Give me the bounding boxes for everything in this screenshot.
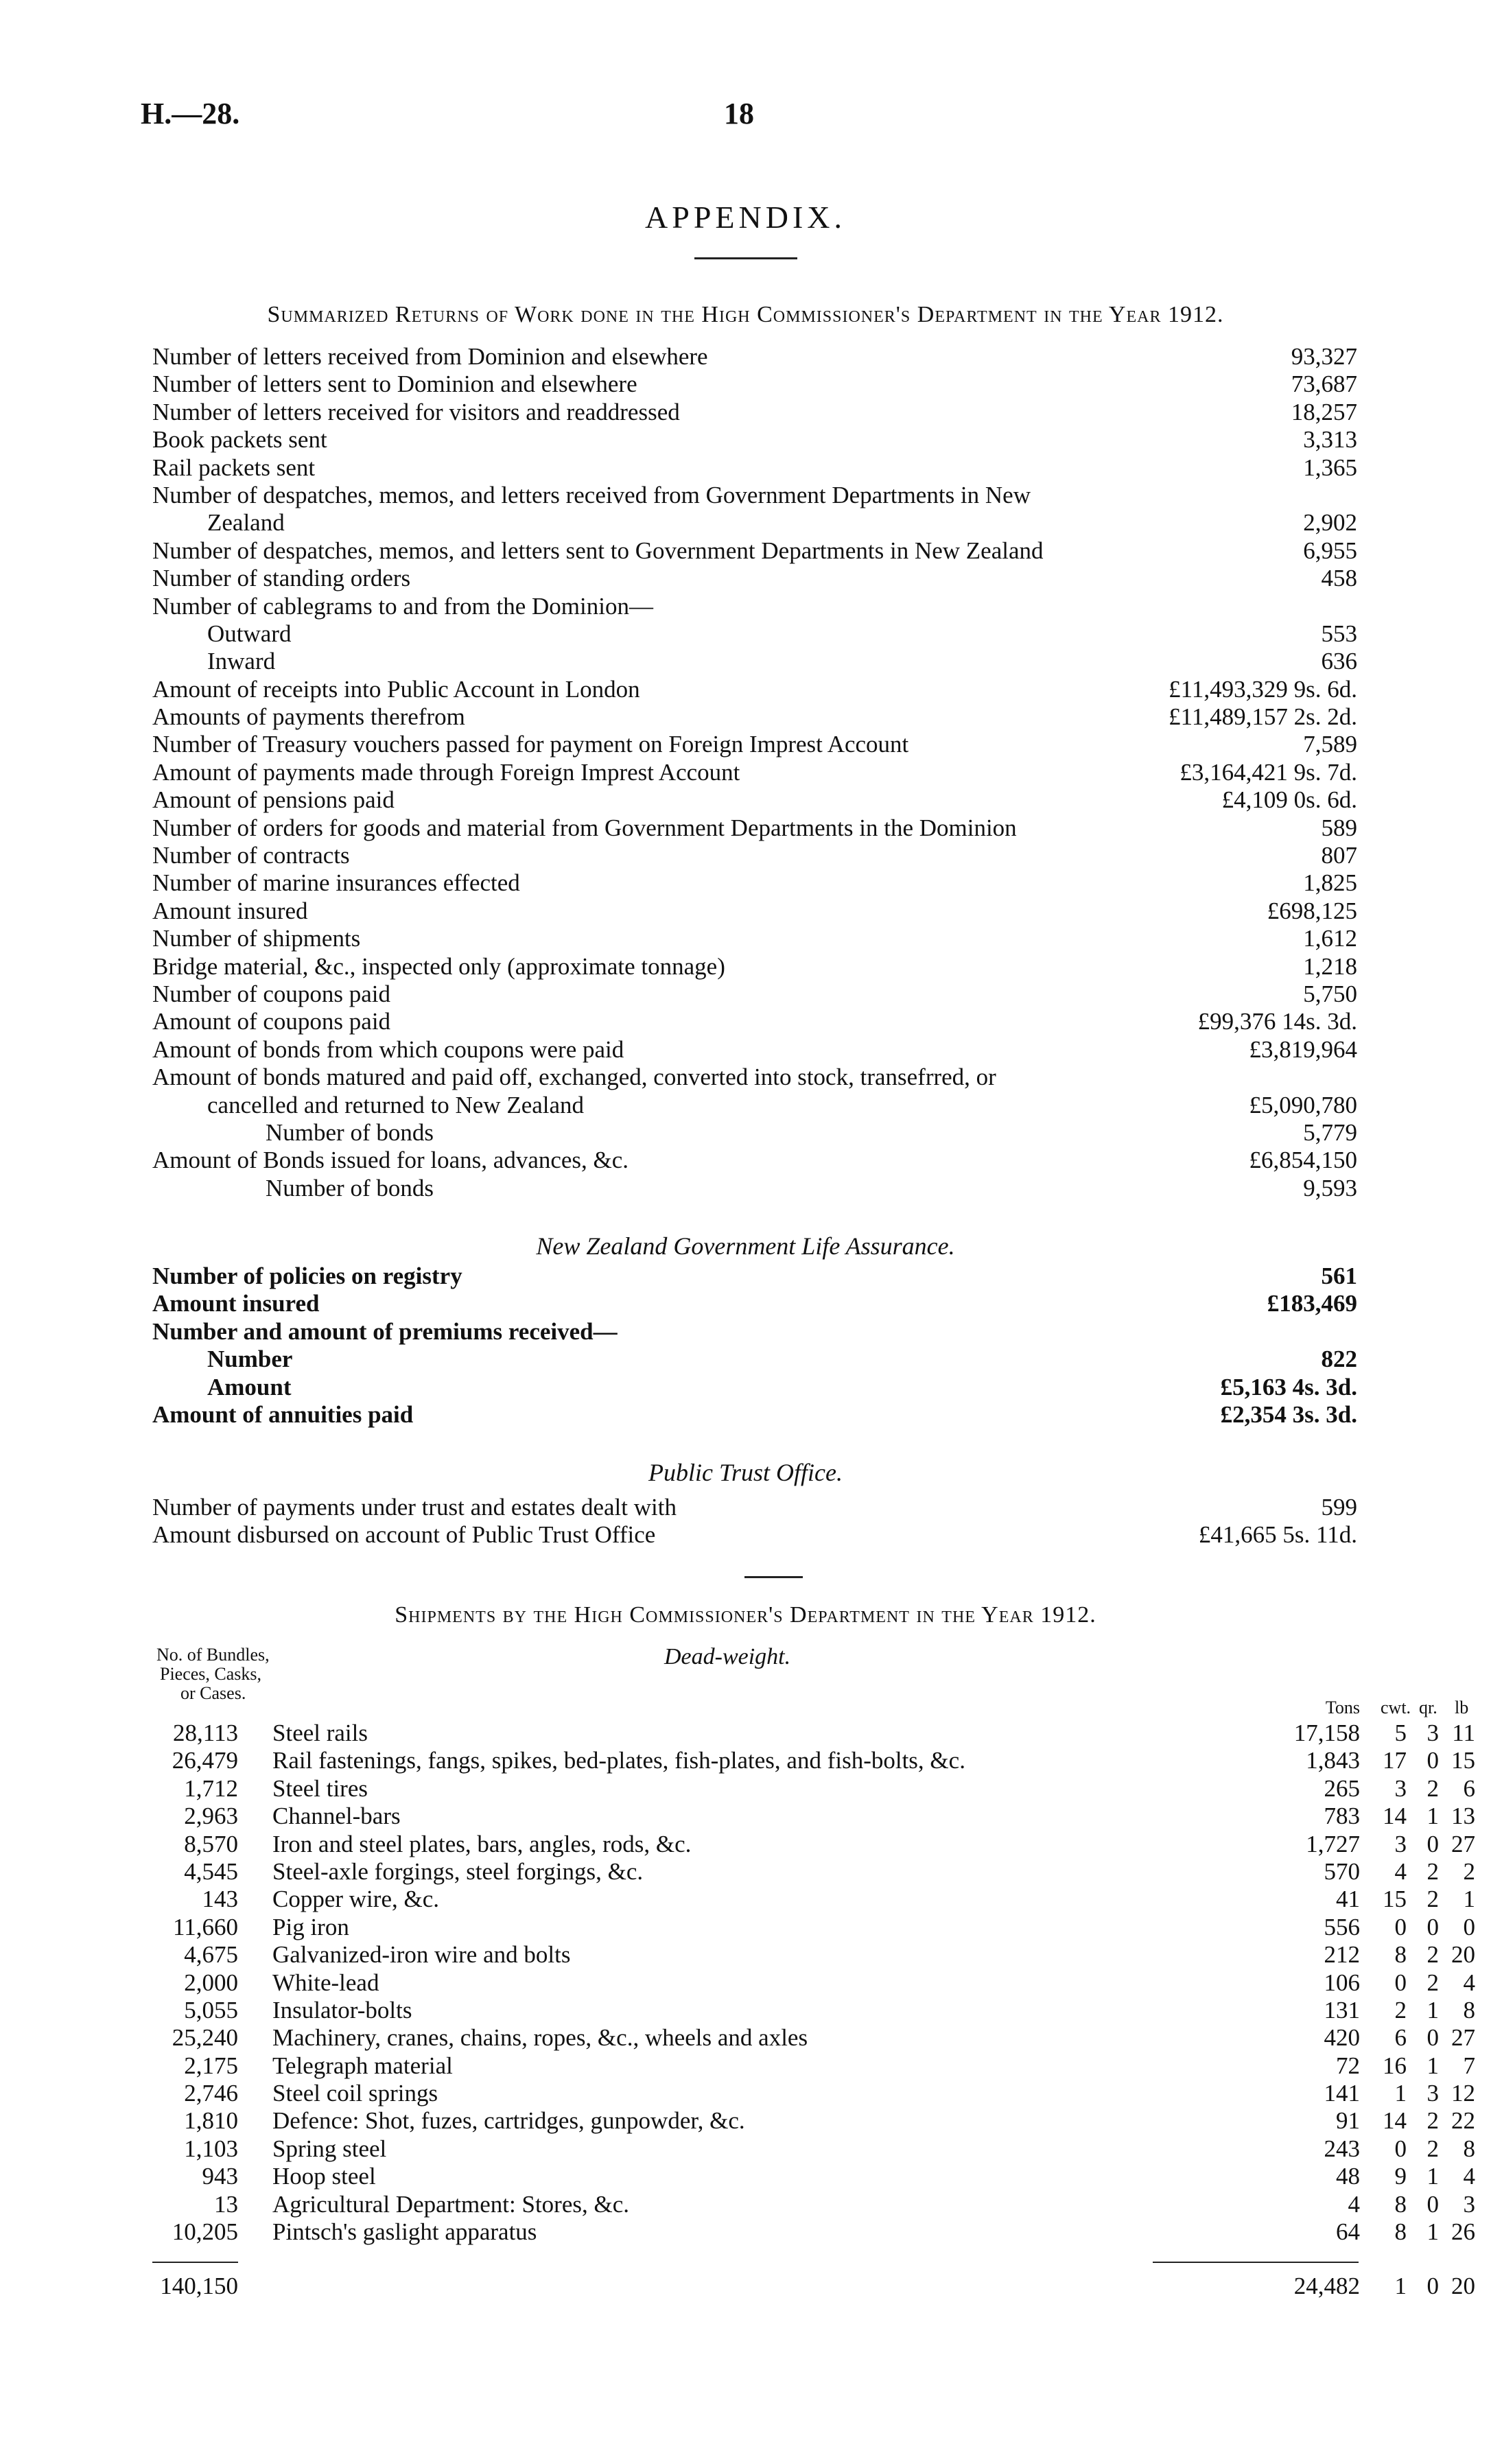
returns-list bbox=[152, 343, 1357, 1202]
item-value: £41,665 5s. 11d. bbox=[1198, 1521, 1357, 1549]
item-label: Number bbox=[207, 1346, 293, 1373]
list-item bbox=[152, 1092, 1357, 1119]
description-cell: Telegraph material bbox=[272, 2052, 453, 2079]
shipments-totals bbox=[152, 2273, 1475, 2303]
item-value: 9,593 bbox=[1303, 1174, 1357, 1201]
tons-cell: 212 bbox=[1324, 1941, 1360, 1969]
item-label: Amount of bonds matured and paid off, exchanged, converted into stock, transefrred, or bbox=[152, 1064, 996, 1091]
tons-cell: 420 bbox=[1324, 2024, 1360, 2052]
list-item bbox=[152, 343, 1357, 371]
table-row bbox=[152, 2024, 1475, 2052]
total-rule bbox=[1153, 2262, 1359, 2263]
cwt-cell: 3 bbox=[1394, 1830, 1407, 1857]
item-value: 1,218 bbox=[1303, 952, 1357, 980]
item-label: Number of policies on registry bbox=[152, 1263, 462, 1289]
list-item bbox=[152, 1119, 1357, 1147]
tons-cell: 265 bbox=[1324, 1774, 1360, 1802]
lb-cell: 15 bbox=[1451, 1747, 1475, 1774]
item-value: 553 bbox=[1321, 620, 1357, 647]
cwt-cell: 2 bbox=[1394, 1996, 1407, 2023]
qr-cell: 1 bbox=[1427, 1803, 1439, 1830]
item-value: £3,164,421 9s. 7d. bbox=[1179, 758, 1357, 786]
qr-cell: 0 bbox=[1427, 1913, 1439, 1940]
cwt-cell: 5 bbox=[1394, 1720, 1407, 1746]
cwt-cell: 16 bbox=[1383, 2052, 1407, 2079]
item-value: 458 bbox=[1321, 565, 1357, 592]
table-row bbox=[152, 2135, 1475, 2163]
list-item bbox=[152, 759, 1357, 786]
table-row bbox=[152, 2107, 1475, 2135]
total-tons: 24,482 bbox=[1293, 2273, 1360, 2299]
description-cell: Copper wire, &c. bbox=[272, 1886, 439, 1913]
item-label: Number of letters sent to Dominion and elsewhere bbox=[152, 371, 637, 398]
lb-cell: 3 bbox=[1463, 2190, 1475, 2218]
item-value: £99,376 14s. 3d. bbox=[1197, 1008, 1357, 1035]
item-value: 822 bbox=[1321, 1346, 1357, 1373]
lb-cell: 8 bbox=[1463, 1996, 1475, 2023]
item-value: 2,902 bbox=[1303, 509, 1357, 537]
table-row bbox=[152, 1969, 1475, 1997]
table-row bbox=[152, 2163, 1475, 2190]
lb-cell: 27 bbox=[1451, 2024, 1475, 2052]
qr-cell: 0 bbox=[1427, 1747, 1439, 1774]
item-label: Amount of pensions paid bbox=[152, 786, 395, 814]
table-row bbox=[152, 1830, 1475, 1858]
cwt-cell: 0 bbox=[1394, 1913, 1407, 1940]
item-label: Book packets sent bbox=[152, 426, 327, 454]
bundles-cell: 11,660 bbox=[173, 1913, 238, 1940]
bundles-cell: 2,746 bbox=[184, 2080, 238, 2107]
qr-cell: 2 bbox=[1427, 1886, 1439, 1913]
item-label: Number of letters received for visitors and readdressed bbox=[152, 398, 680, 425]
tons-cell: 4 bbox=[1348, 2190, 1360, 2218]
list-item bbox=[152, 731, 1357, 758]
table-row bbox=[152, 1886, 1475, 1913]
description-cell: Steel tires bbox=[272, 1774, 368, 1802]
qr-cell: 2 bbox=[1427, 2135, 1439, 2162]
description-cell: Agricultural Department: Stores, &c. bbox=[272, 2190, 629, 2218]
table-row bbox=[152, 2218, 1475, 2246]
item-label: Amount of annuities paid bbox=[152, 1400, 414, 1428]
cwt-cell: 0 bbox=[1394, 2135, 1407, 2162]
item-value: 1,612 bbox=[1303, 925, 1357, 952]
list-item bbox=[152, 1494, 1357, 1521]
cwt-cell: 4 bbox=[1394, 1857, 1407, 1885]
cwt-cell: 15 bbox=[1383, 1886, 1407, 1913]
total-lb: 20 bbox=[1451, 2273, 1475, 2299]
item-value: £5,163 4s. 3d. bbox=[1220, 1373, 1357, 1400]
cwt-cell: 0 bbox=[1394, 1969, 1407, 1996]
description-cell: Insulator-bolts bbox=[272, 1996, 412, 2023]
cwt-cell: 3 bbox=[1394, 1774, 1407, 1802]
list-item bbox=[152, 869, 1357, 897]
description-cell: Steel rails bbox=[272, 1720, 368, 1746]
bundles-cell: 2,175 bbox=[184, 2052, 238, 2079]
tons-cell: 141 bbox=[1324, 2080, 1360, 2107]
item-label: Amount of payments made through Foreign Imprest Account bbox=[152, 758, 740, 786]
item-label: Number of bonds bbox=[266, 1118, 434, 1146]
item-value: 7,589 bbox=[1303, 731, 1357, 758]
description-cell: Spring steel bbox=[272, 2135, 387, 2162]
qr-cell: 0 bbox=[1427, 2024, 1439, 2052]
item-value: 1,365 bbox=[1303, 454, 1357, 481]
item-value: £11,489,157 2s. 2d. bbox=[1169, 703, 1357, 731]
lb-cell: 4 bbox=[1463, 1969, 1475, 1996]
tons-header: Tons bbox=[1325, 1698, 1360, 1717]
qr-cell: 2 bbox=[1427, 1857, 1439, 1885]
item-label: Amount of coupons paid bbox=[152, 1008, 391, 1035]
list-item bbox=[152, 1346, 1357, 1373]
tons-cell: 64 bbox=[1336, 2218, 1360, 2246]
description-cell: Pintsch's gaslight apparatus bbox=[272, 2218, 537, 2246]
description-cell: White-lead bbox=[272, 1969, 379, 1996]
item-value: 5,750 bbox=[1303, 980, 1357, 1007]
list-item bbox=[152, 565, 1357, 592]
tons-cell: 783 bbox=[1324, 1803, 1360, 1830]
item-label: Number and amount of premiums received— bbox=[152, 1317, 618, 1345]
item-value: 3,313 bbox=[1303, 426, 1357, 454]
item-value: 93,327 bbox=[1291, 343, 1357, 370]
list-item bbox=[152, 1521, 1357, 1549]
bundles-cell: 4,675 bbox=[184, 1941, 238, 1969]
lb-cell: 11 bbox=[1452, 1720, 1475, 1746]
item-label: Number of orders for goods and material from Government Departments in the Dominion bbox=[152, 814, 1017, 841]
item-label: Number of marine insurances effected bbox=[152, 869, 520, 897]
list-item bbox=[152, 1318, 1357, 1346]
shipments-table bbox=[152, 1720, 1475, 2246]
qr-header: qr. bbox=[1419, 1698, 1437, 1717]
cwt-cell: 14 bbox=[1383, 1803, 1407, 1830]
item-value: 5,779 bbox=[1303, 1118, 1357, 1146]
units-header bbox=[152, 1698, 1469, 1718]
cwt-cell: 17 bbox=[1383, 1747, 1407, 1774]
cwt-cell: 6 bbox=[1394, 2024, 1407, 2052]
bundles-cell: 1,103 bbox=[184, 2135, 238, 2162]
lb-cell: 2 bbox=[1463, 1857, 1475, 1885]
tons-cell: 1,727 bbox=[1306, 1830, 1360, 1857]
lb-cell: 12 bbox=[1451, 2080, 1475, 2107]
item-value: £3,819,964 bbox=[1249, 1035, 1357, 1063]
item-value: £183,469 bbox=[1267, 1290, 1357, 1317]
description-cell: Iron and steel plates, bars, angles, rods, &c. bbox=[272, 1830, 692, 1857]
bundles-cell: 10,205 bbox=[172, 2218, 238, 2246]
qr-cell: 0 bbox=[1427, 2190, 1439, 2218]
list-item bbox=[152, 371, 1357, 398]
item-label: Bridge material, &c., inspected only (approximate tonnage) bbox=[152, 952, 725, 980]
bundles-cell: 2,000 bbox=[184, 1969, 238, 1996]
tons-cell: 91 bbox=[1336, 2107, 1360, 2135]
list-item bbox=[152, 1175, 1357, 1202]
list-item bbox=[152, 1036, 1357, 1064]
list-item bbox=[152, 620, 1357, 648]
list-item bbox=[152, 454, 1357, 482]
item-value: £4,109 0s. 6d. bbox=[1221, 786, 1357, 814]
item-value: 561 bbox=[1321, 1263, 1357, 1289]
tons-cell: 1,843 bbox=[1306, 1747, 1360, 1774]
item-label: Number of despatches, memos, and letters sent to Government Departments in New Zealand bbox=[152, 537, 1044, 564]
lb-cell: 0 bbox=[1463, 1913, 1475, 1940]
tons-cell: 556 bbox=[1324, 1913, 1360, 1940]
cwt-cell: 1 bbox=[1394, 2080, 1407, 2107]
public-trust-heading: Public Trust Office. bbox=[648, 1459, 843, 1486]
item-label: Number of payments under trust and estates dealt with bbox=[152, 1494, 677, 1521]
table-row bbox=[152, 1941, 1475, 1969]
document-reference: H.—28. bbox=[141, 97, 240, 130]
bundles-cell: 25,240 bbox=[172, 2024, 238, 2052]
cwt-header: cwt. bbox=[1381, 1698, 1411, 1717]
list-item bbox=[152, 1290, 1357, 1317]
description-cell: Steel coil springs bbox=[272, 2080, 438, 2107]
list-item bbox=[152, 786, 1357, 814]
bundles-header-line: Pieces, Casks, bbox=[160, 1664, 262, 1684]
qr-cell: 1 bbox=[1427, 2218, 1439, 2246]
bundles-cell: 26,479 bbox=[172, 1747, 238, 1774]
qr-cell: 3 bbox=[1427, 2080, 1439, 2107]
list-item bbox=[152, 1374, 1357, 1401]
item-label: Rail packets sent bbox=[152, 454, 316, 481]
list-item bbox=[152, 1147, 1357, 1174]
table-row bbox=[152, 1774, 1475, 1803]
total-cwt: 1 bbox=[1394, 2273, 1407, 2299]
bundles-cell: 5,055 bbox=[184, 1996, 238, 2023]
list-item bbox=[152, 814, 1357, 842]
item-value: £5,090,780 bbox=[1249, 1091, 1357, 1118]
divider bbox=[694, 257, 797, 259]
qr-cell: 1 bbox=[1427, 1996, 1439, 2023]
tons-cell: 72 bbox=[1336, 2052, 1360, 2079]
table-row bbox=[152, 1720, 1475, 1747]
bundles-cell: 1,810 bbox=[184, 2107, 238, 2135]
table-row bbox=[152, 2080, 1475, 2107]
item-value: 589 bbox=[1321, 814, 1357, 841]
list-item bbox=[152, 482, 1357, 509]
cwt-cell: 9 bbox=[1394, 2163, 1407, 2190]
lb-header: lb bbox=[1455, 1698, 1469, 1717]
item-value: 807 bbox=[1321, 842, 1357, 869]
list-item bbox=[152, 1064, 1357, 1091]
item-label: Number of Treasury vouchers passed for payment on Foreign Imprest Account bbox=[152, 731, 909, 758]
tons-cell: 48 bbox=[1336, 2163, 1360, 2190]
description-cell: Steel-axle forgings, steel forgings, &c. bbox=[272, 1857, 644, 1885]
item-label: Zealand bbox=[207, 509, 285, 537]
shipments-heading: Shipments by the High Commissioner's Department in the Year 1912. bbox=[395, 1602, 1096, 1628]
item-label: Number of bonds bbox=[266, 1174, 434, 1201]
list-item bbox=[152, 399, 1357, 426]
returns-heading: Summarized Returns of Work done in the High Commissioner's Department in the Year 1912. bbox=[267, 302, 1224, 327]
item-value: £698,125 bbox=[1267, 897, 1357, 924]
description-cell: Hoop steel bbox=[272, 2163, 376, 2190]
item-value: £6,854,150 bbox=[1249, 1147, 1357, 1174]
item-label: Amount of Bonds issued for loans, advances, &c. bbox=[152, 1147, 629, 1174]
lb-cell: 26 bbox=[1451, 2218, 1475, 2246]
qr-cell: 1 bbox=[1427, 2052, 1439, 2079]
qr-cell: 2 bbox=[1427, 1969, 1439, 1996]
lb-cell: 4 bbox=[1463, 2163, 1475, 2190]
bundles-cell: 1,712 bbox=[184, 1774, 238, 1802]
qr-cell: 2 bbox=[1427, 1941, 1439, 1969]
list-item bbox=[152, 537, 1357, 565]
lb-cell: 1 bbox=[1463, 1886, 1475, 1913]
page-number: 18 bbox=[724, 97, 754, 130]
table-row bbox=[152, 2190, 1475, 2218]
table-row bbox=[152, 1857, 1475, 1886]
item-value: 73,687 bbox=[1291, 371, 1357, 398]
cwt-cell: 8 bbox=[1394, 2218, 1407, 2246]
bundles-cell: 13 bbox=[214, 2190, 238, 2218]
lb-cell: 7 bbox=[1463, 2052, 1475, 2079]
cwt-cell: 8 bbox=[1394, 1941, 1407, 1969]
item-value: 18,257 bbox=[1291, 398, 1357, 425]
table-row bbox=[152, 1803, 1475, 1830]
public-trust-list bbox=[152, 1494, 1357, 1549]
tons-cell: 17,158 bbox=[1293, 1720, 1360, 1746]
item-label: Number of shipments bbox=[152, 925, 361, 952]
lb-cell: 13 bbox=[1451, 1803, 1475, 1830]
item-label: Amounts of payments therefrom bbox=[152, 703, 465, 731]
divider bbox=[744, 1576, 803, 1578]
total-rule bbox=[152, 2262, 238, 2263]
description-cell: Rail fastenings, fangs, spikes, bed-plates, fish-plates, and fish-bolts, &c. bbox=[272, 1747, 965, 1774]
page-title: APPENDIX. bbox=[645, 200, 846, 235]
total-bundles: 140,150 bbox=[160, 2273, 238, 2299]
bundles-column-header bbox=[156, 1645, 270, 1703]
list-item bbox=[152, 593, 1357, 620]
qr-cell: 0 bbox=[1427, 1830, 1439, 1857]
item-label: Number of standing orders bbox=[152, 565, 411, 592]
tons-cell: 131 bbox=[1324, 1996, 1360, 2023]
item-label: Number of cablegrams to and from the Dominion— bbox=[152, 592, 653, 620]
item-label: Outward bbox=[207, 620, 292, 647]
list-item bbox=[152, 648, 1357, 675]
tons-cell: 570 bbox=[1324, 1857, 1360, 1885]
item-label: Amount bbox=[207, 1373, 292, 1400]
list-item bbox=[152, 981, 1357, 1008]
total-qr: 0 bbox=[1427, 2273, 1439, 2299]
tons-cell: 106 bbox=[1324, 1969, 1360, 1996]
life-assurance-list bbox=[152, 1263, 1357, 1429]
deadweight-subheading: Dead-weight. bbox=[664, 1644, 791, 1669]
cwt-cell: 8 bbox=[1394, 2190, 1407, 2218]
item-label: Number of coupons paid bbox=[152, 980, 391, 1007]
item-label: cancelled and returned to New Zealand bbox=[207, 1091, 585, 1118]
item-value: £11,493,329 9s. 6d. bbox=[1169, 675, 1357, 703]
item-value: 6,955 bbox=[1303, 537, 1357, 564]
list-item bbox=[152, 703, 1357, 731]
qr-cell: 2 bbox=[1427, 2107, 1439, 2135]
bundles-header-line: No. of Bundles, bbox=[156, 1645, 270, 1665]
item-label: Number of letters received from Dominion and elsewhere bbox=[152, 343, 708, 370]
table-row bbox=[152, 1913, 1475, 1941]
list-item bbox=[152, 1008, 1357, 1035]
table-row bbox=[152, 1747, 1475, 1774]
lb-cell: 8 bbox=[1463, 2135, 1475, 2162]
tons-cell: 41 bbox=[1336, 1886, 1360, 1913]
list-item bbox=[152, 842, 1357, 869]
item-label: Amount disbursed on account of Public Trust Office bbox=[152, 1521, 656, 1549]
table-row bbox=[152, 2052, 1475, 2080]
description-cell: Channel-bars bbox=[272, 1803, 401, 1830]
item-label: Amount insured bbox=[152, 1290, 320, 1317]
list-item bbox=[152, 509, 1357, 537]
description-cell: Pig iron bbox=[272, 1913, 349, 1940]
list-item bbox=[152, 1401, 1357, 1429]
lb-cell: 20 bbox=[1451, 1941, 1475, 1969]
list-item bbox=[152, 953, 1357, 981]
life-assurance-heading: New Zealand Government Life Assurance. bbox=[536, 1232, 955, 1260]
description-cell: Machinery, cranes, chains, ropes, &c., wheels and axles bbox=[272, 2024, 808, 2052]
description-cell: Galvanized-iron wire and bolts bbox=[272, 1941, 571, 1969]
bundles-cell: 943 bbox=[202, 2163, 238, 2190]
qr-cell: 3 bbox=[1427, 1720, 1439, 1746]
bundles-cell: 2,963 bbox=[184, 1803, 238, 1830]
qr-cell: 1 bbox=[1427, 2163, 1439, 2190]
bundles-cell: 28,113 bbox=[173, 1720, 238, 1746]
cwt-cell: 14 bbox=[1383, 2107, 1407, 2135]
list-item bbox=[152, 897, 1357, 925]
bundles-cell: 4,545 bbox=[184, 1857, 238, 1885]
bundles-header-line: or Cases. bbox=[180, 1683, 246, 1703]
item-label: Amount of receipts into Public Account in London bbox=[152, 675, 640, 703]
lb-cell: 27 bbox=[1451, 1830, 1475, 1857]
bundles-cell: 143 bbox=[202, 1886, 238, 1913]
table-row bbox=[152, 1996, 1475, 2024]
lb-cell: 6 bbox=[1463, 1774, 1475, 1802]
list-item bbox=[152, 1263, 1357, 1290]
list-item bbox=[152, 676, 1357, 703]
list-item bbox=[152, 925, 1357, 952]
item-label: Number of contracts bbox=[152, 842, 350, 869]
item-value: 599 bbox=[1321, 1494, 1357, 1521]
list-item bbox=[152, 426, 1357, 454]
tons-cell: 243 bbox=[1324, 2135, 1360, 2162]
item-value: 636 bbox=[1321, 648, 1357, 675]
item-value: £2,354 3s. 3d. bbox=[1220, 1400, 1357, 1428]
qr-cell: 2 bbox=[1427, 1774, 1439, 1802]
item-label: Inward bbox=[207, 648, 276, 675]
description-cell: Defence: Shot, fuzes, cartridges, gunpowder, &c. bbox=[272, 2107, 745, 2135]
lb-cell: 22 bbox=[1451, 2107, 1475, 2135]
item-label: Number of despatches, memos, and letters received from Government Departments in New bbox=[152, 481, 1031, 508]
item-label: Amount insured bbox=[152, 897, 308, 924]
bundles-cell: 8,570 bbox=[184, 1830, 238, 1857]
item-value: 1,825 bbox=[1303, 869, 1357, 897]
item-label: Amount of bonds from which coupons were paid bbox=[152, 1035, 624, 1063]
